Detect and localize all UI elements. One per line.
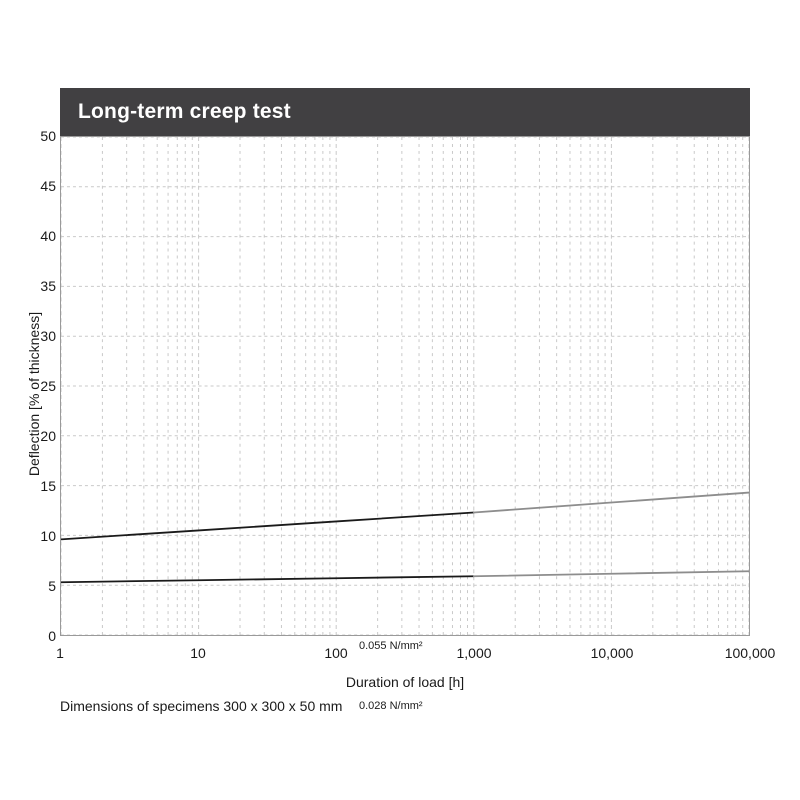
chart-footnote: Dimensions of specimens 300 x 300 x 50 mm	[60, 698, 343, 714]
x-axis-tick-label: 10,000	[590, 645, 634, 661]
x-axis-tick-label: 1,000	[456, 645, 492, 661]
chart-title: Long-term creep test	[78, 100, 291, 123]
series-label-0055: 0.055 N/mm²	[359, 640, 423, 652]
x-axis-tick-label: 1	[56, 645, 64, 661]
y-axis-tick-label: 50	[40, 128, 56, 144]
y-axis-tick-label: 45	[40, 178, 56, 194]
x-axis-tick-label: 10	[190, 645, 206, 661]
series-label-0028: 0.028 N/mm²	[359, 700, 423, 712]
y-axis-tick-label: 25	[40, 378, 56, 394]
y-axis-tick-label: 40	[40, 228, 56, 244]
y-axis-tick-label: 5	[48, 578, 56, 594]
x-axis-tick-label: 100	[324, 645, 348, 661]
y-axis-title: Deflection [% of thickness]	[26, 311, 42, 477]
y-axis-tick-label: 15	[40, 478, 56, 494]
y-axis-tick-label: 10	[40, 528, 56, 544]
x-axis-title: Duration of load [h]	[345, 674, 465, 690]
y-axis-tick-label: 0	[48, 628, 56, 644]
chart-title-bar	[60, 88, 750, 136]
y-axis-tick-label: 20	[40, 428, 56, 444]
data-series-lines	[61, 137, 749, 635]
y-axis-tick-label: 30	[40, 328, 56, 344]
y-axis-tick-label: 35	[40, 278, 56, 294]
x-axis-tick-label: 100,000	[724, 645, 776, 661]
